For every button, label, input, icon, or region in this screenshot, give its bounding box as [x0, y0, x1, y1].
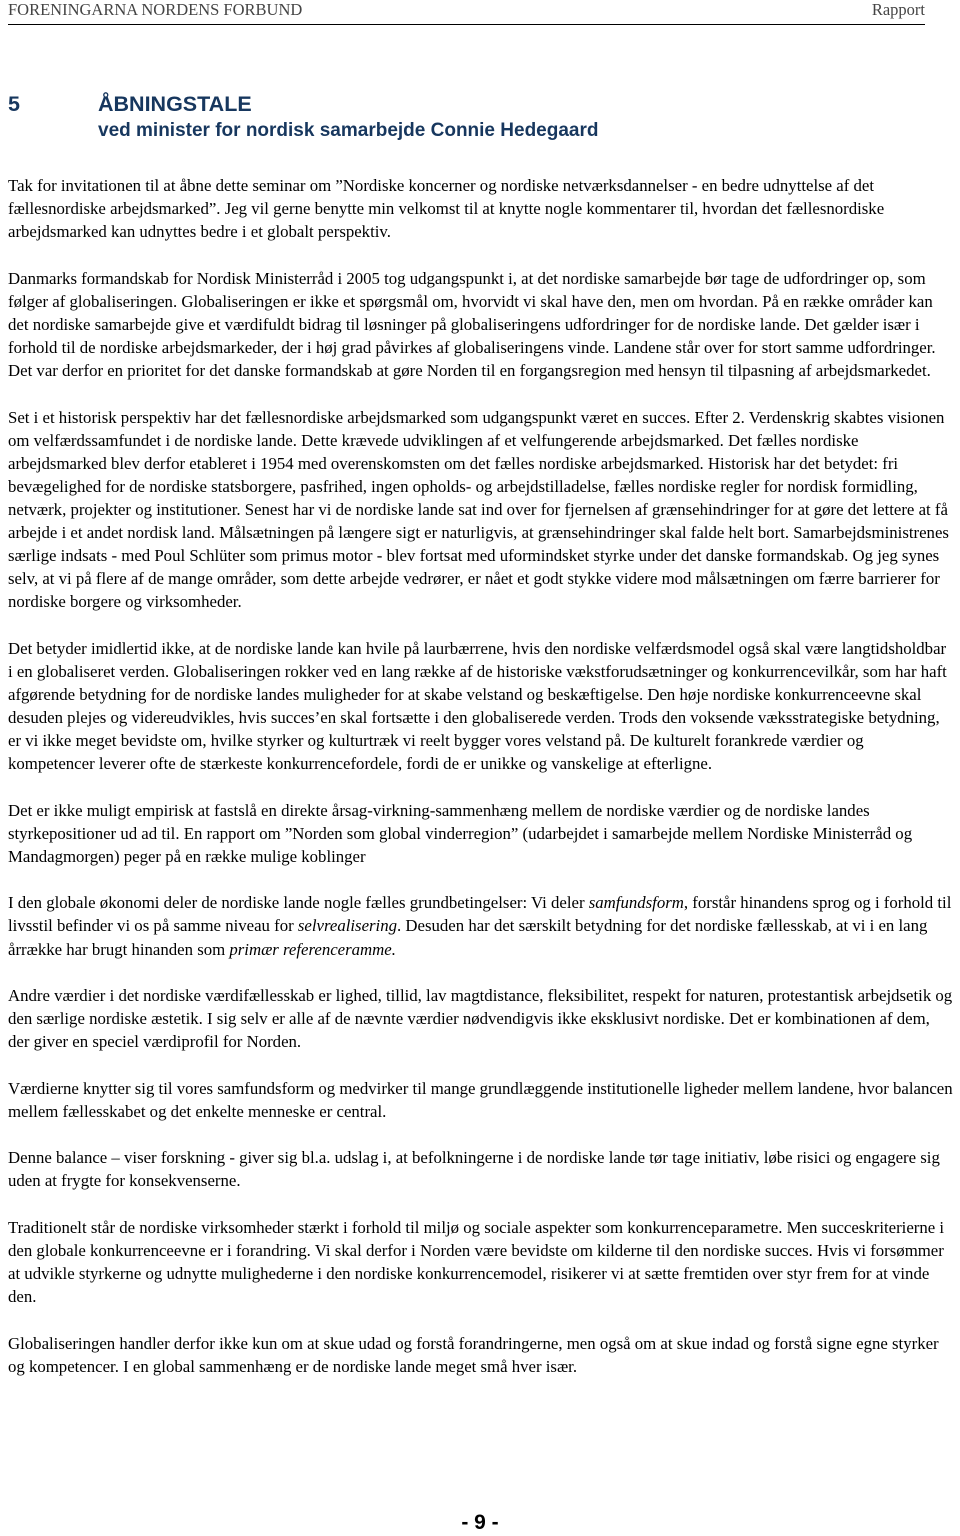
document-type: Rapport — [871, 0, 925, 19]
paragraph: Andre værdier i det nordiske værdifællesskab er lighed, tillid, lav magtdistance, fleksibilitet, respekt for naturen, protestantisk arbejdsetik og den særlige nordiske æstetik. I sig selv er alle af de nævnte værdier nødvendigvis ikke eksklusivt nordiske. Det er kombinationen af dem, der giver en speciel værdiprofil for Norden. — [8, 986, 953, 1052]
paragraph: Det er ikke muligt empirisk at fastslå en direkte årsag-virkning-sammenhæng mellem de nordiske værdier og de nordiske landes styrkepositioner ud ad til. En rapport om ”Norden som global vinderregion” (udarbejdet i samarbejde mellem Nordiske Ministerråd og Mandagmorgen) peger på en række mulige koblinger — [8, 800, 913, 866]
paragraph: Denne balance – viser forskning - giver sig bl.a. udslag i, at befolkningerne i de nordiske lande tør tage initiativ, løbe risici og engagere sig uden at frygte for konsekvenserne. — [8, 1148, 940, 1191]
paragraph: Værdierne knytter sig til vores samfundsform og medvirker til mange grundlæggende institutionelle ligheder mellem landene, hvor balancen mellem fællesskabet og det enkelte menneske er central. — [8, 1078, 953, 1121]
paragraph: Danmarks formandskab for Nordisk Ministerråd i 2005 tog udgangspunkt i, at det nordiske samarbejde bør tage de udfordringer op, som følger af globaliseringen. Globaliseringen er ikke et spørgsmål om, hvorvidt vi skal have den, men om hvordan. På en række områder kan det nordiske samarbejde give et værdifuldt bidrag til løsninger på globaliseringens udfordringer for de nordiske lande. Det gælder især i forhold til de nordiske arbejdsmarkeder, der i høj grad påvirkes af globaliseringens vinde. Landene står over for stort samme udfordringer. Det var derfor en prioritet for det danske formandskab at gøre Norden til en forgangsregion med hensyn til tilpasning af arbejdsmarkedet. — [8, 268, 936, 381]
paragraph — [8, 891, 953, 960]
emphasis-text: samfundsform — [588, 893, 684, 913]
paragraph-text: . Desuden har det særskilt betydning for det nordiske fællesskab, at vi i en lang årrække har brugt hinanden som — [8, 916, 928, 959]
section-number: 5 — [8, 92, 20, 116]
paragraph: Set i et historisk perspektiv har det fællesnordiske arbejdsmarked som udgangspunkt været en succes. Efter 2. Verdenskrig skabtes visionen om velfærdssamfundet i de nordiske lande. Dette krævede udviklingen af et velfungerende arbejdsmarked. Det fælles nordiske arbejdsmarked blev derfor etableret i 1954 med overenskomsten om det fælles nordiske arbejdsmarked. Historisk har det betydet: fri bevægelighed for de nordiske statsborgere, pasfrihed, ingen opholds- og arbejdstilladelse, fælles nordiske regler for nordisk formidling, netværk, projekter og institutioner. Senest har vi de nordiske lande sat ind over for fjernelsen af grænsehindringer for at gøre det lettere at få arbejde i et andet nordisk land. Målsætningen på længere sigt er naturligvis, at grænsehindringer skal falde helt bort. Samarbejdsministrenes særlige indsats - med Poul Schlüter som primus motor - blev fortsat med uformindsket styrke under det danske formandskab. Og jeg synes selv, at vi på flere af de mange områder, som dette arbejde vedrører, er nået et godt stykke videre mod målsætningen om færre barrierer for nordiske borgere og virksomheder. — [8, 407, 949, 612]
paragraph: Det betyder imidlertid ikke, at de nordiske lande kan hvile på laurbærrene, hvis den nordiske velfærdsmodel også skal være langtidsholdbar i en globaliseret verden. Globaliseringen rokker ved en lang række af de historiske vækstforudsætninger og konkurrencevilkår, som har haft afgørende betydning for de nordiske landes muligheder for at skabe velstand og beskæftigelse. Den høje nordiske konkurrenceevne skal desuden plejes og videreudvikles, hvis succes’en skal fortsætte i den globaliserede verden. Trods den voksende væksstrategiske betydning, er vi ikke meget bevidste om, hvilke styrker og kulturtræk vi reelt bygger vores velstand på. De kulturelt forankrede værdier og kompetencer leverer ofte de stærkeste konkurrencefordele, fordi de er unikke og vanskelige at efterligne. — [8, 638, 947, 774]
section-title: ÅBNINGSTALE — [98, 92, 252, 116]
emphasis-text: primær referenceramme. — [229, 939, 396, 959]
paragraph: Globaliseringen handler derfor ikke kun om at skue udad og forstå forandringerne, men også om at skue indad og forstå signe egne styrker og kompetencer. I en global sammenhæng er de nordiske lande meget små hver især. — [8, 1333, 939, 1376]
paragraph-text: , forstår hinandens sprog og i forhold til livsstil befinder vi os på samme niveau for — [8, 893, 952, 936]
body-text — [8, 174, 953, 1401]
paragraph-text: I den globale økonomi deler de nordiske lande nogle fælles grundbetingelser: Vi deler — [8, 893, 589, 913]
section-subtitle: ved minister for nordisk samarbejde Connie Hedegaard — [98, 120, 599, 141]
page-number: - 9 - — [461, 1511, 499, 1534]
page-header — [8, 0, 925, 25]
emphasis-text: selvrealisering — [297, 916, 398, 936]
organization-name: FORENINGARNA NORDENS FORBUND — [8, 0, 303, 19]
paragraph: Traditionelt står de nordiske virksomheder stærkt i forhold til miljø og sociale aspekter som konkurrenceparametre. Men succeskriterierne i den globale konkurrenceevne er i forandring. Vi skal derfor i Norden være bevidste om kilderne til den nordiske succes. Hvis vi forsømmer at udvikle styrkerne og udnytte mulighederne i den nordiske konkurrencemodel, risikerer vi at sætte fremtiden over styr frem for at vinde den. — [8, 1217, 945, 1307]
section-heading — [8, 90, 598, 144]
paragraph: Tak for invitationen til at åbne dette seminar om ”Nordiske koncerner og nordiske netværksdannelser - en bedre udnyttelse af det fællesnordiske arbejdsmarked”. Jeg vil gerne benytte min velkomst til at knytte nogle kommentarer til, hvordan det fællesnordiske arbejdsmarked kan udnyttes bedre i et globalt perspektiv. — [8, 176, 885, 242]
